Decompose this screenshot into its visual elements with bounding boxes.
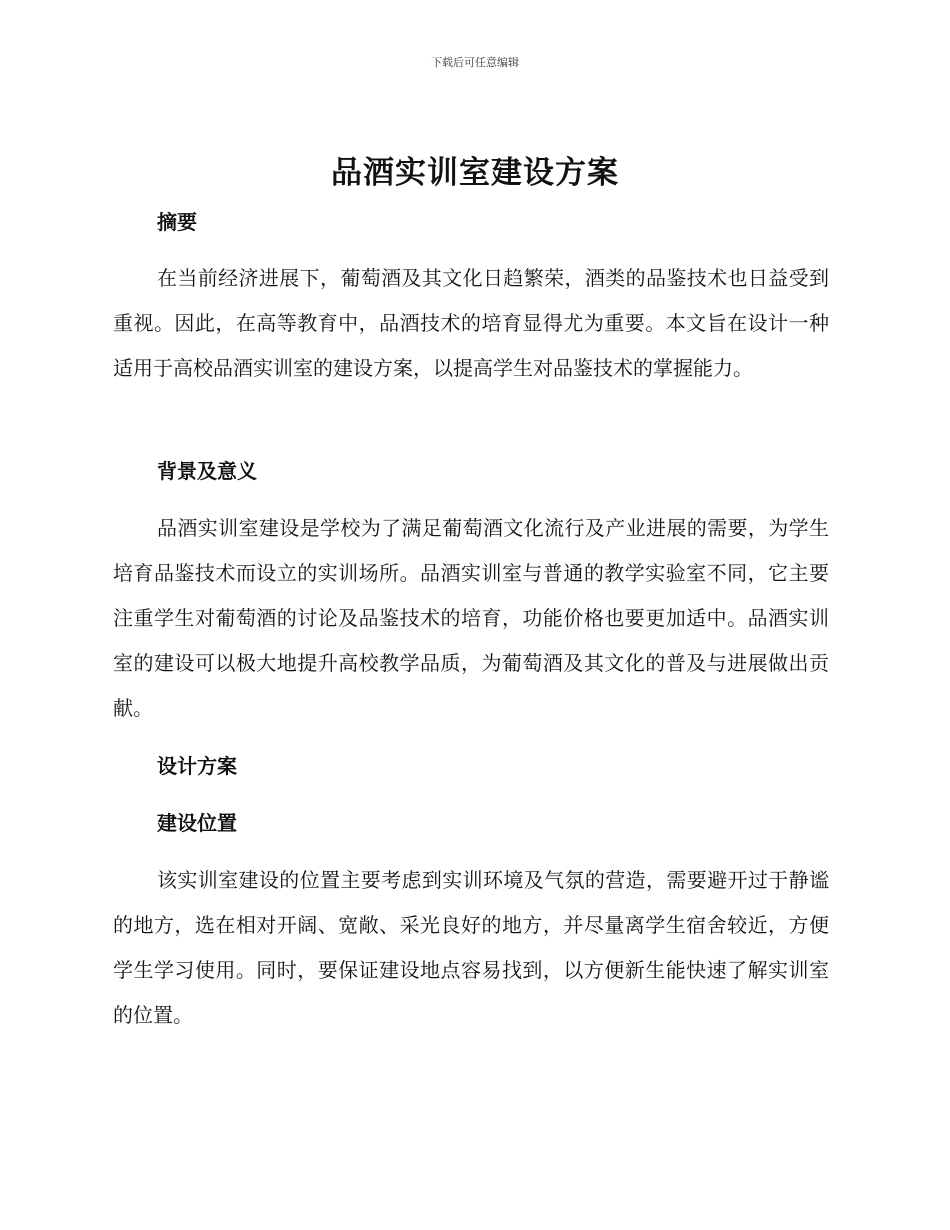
section-heading-abstract: 摘要: [157, 210, 197, 234]
section-heading-design: 设计方案: [157, 754, 237, 778]
header-note: 下载后可任意编辑: [431, 56, 519, 69]
paragraph-background: 品酒实训室建设是学校为了满足葡萄酒文化流行及产业进展的需要，为学生培育品鉴技术而设立的实训场所。品酒实训室与普通的教学实验室不同，它主要注重学生对葡萄酒的讨论及品鉴技术的培育，功能价格也要更加适中。品酒实训室的建设可以极大地提升高校教学品质，为葡萄酒及其文化的普及与进展做出贡献。: [113, 516, 829, 720]
page-title: 品酒实训室建设方案: [331, 155, 619, 191]
paragraph-abstract: 在当前经济进展下，葡萄酒及其文化日趋繁荣，酒类的品鉴技术也日益受到重视。因此，在高等教育中，品酒技术的培育显得尤为重要。本文旨在设计一种适用于高校品酒实训室的建设方案，以提高学生对品鉴技术的掌握能力。: [113, 266, 829, 380]
section-heading-location: 建设位置: [157, 811, 237, 835]
paragraph-location: 该实训室建设的位置主要考虑到实训环境及气氛的营造，需要避开过于静谧的地方，选在相对开阔、宽敞、采光良好的地方，并尽量离学生宿舍较近，方便学生学习使用。同时，要保证建设地点容易找到，以方便新生能快速了解实训室的位置。: [113, 868, 829, 1027]
section-heading-background: 背景及意义: [157, 459, 257, 483]
